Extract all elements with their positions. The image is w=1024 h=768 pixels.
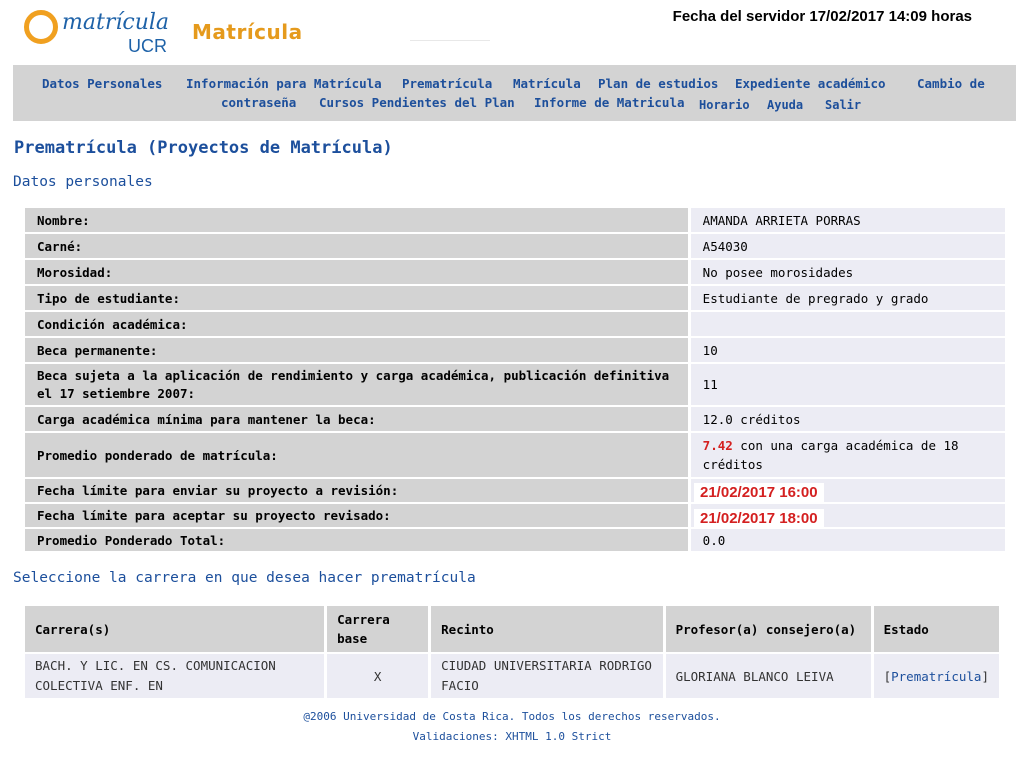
table-row	[25, 338, 1005, 362]
header-divider	[410, 40, 490, 41]
row-value	[688, 312, 1005, 336]
table-row	[25, 529, 1005, 551]
ucr-matricula-logo	[24, 6, 184, 58]
table-row	[25, 407, 1005, 431]
logo-text: matrícula	[62, 10, 170, 35]
col-recinto: Recinto	[431, 606, 662, 652]
nav-horario[interactable]: Horario	[699, 98, 750, 112]
page-title: Prematrícula (Proyectos de Matrícula)	[14, 138, 393, 158]
nav-datos-personales[interactable]: Datos Personales	[42, 76, 163, 91]
fecha-limite-aceptar: 21/02/2017 18:00	[694, 509, 824, 529]
app-title: Matrícula	[192, 20, 303, 44]
section-heading-career: Seleccione la carrera en que desea hacer prematrícula	[13, 570, 476, 586]
row-value: 10	[688, 338, 1005, 362]
estado-cell	[874, 654, 999, 698]
nav-expediente-academico[interactable]: Expediente académico	[735, 76, 886, 91]
nav-prematricula[interactable]: Prematrícula	[402, 76, 493, 91]
promedio-detail: con una carga académica de 18 créditos	[702, 438, 959, 472]
row-label: Fecha límite para aceptar su proyecto revisado:	[25, 504, 688, 527]
footer-copyright: @2006 Universidad de Costa Rica. Todos los derechos reservados.	[303, 710, 721, 723]
table-row	[25, 433, 1005, 477]
footer-validation: Validaciones: XHTML 1.0 Strict	[412, 730, 612, 743]
col-estado: Estado	[874, 606, 999, 652]
table-row	[25, 479, 1005, 502]
row-label: Carga académica mínima para mantener la beca:	[25, 407, 688, 431]
row-label: Promedio ponderado de matrícula:	[25, 433, 688, 477]
row-value: Estudiante de pregrado y grado	[688, 286, 1005, 310]
row-value	[688, 433, 1005, 477]
bracket-open: [	[883, 668, 892, 684]
table-row	[25, 234, 1005, 258]
row-value: 0.0	[688, 529, 1005, 551]
table-row	[25, 504, 1005, 527]
carrera-cell: BACH. Y LIC. EN CS. COMUNICACION COLECTIVA ENF. EN	[25, 654, 324, 698]
nav-cambio-contrasena[interactable]: Cambio de	[917, 76, 985, 91]
table-row	[25, 260, 1005, 284]
fecha-limite-envio: 21/02/2017 16:00	[694, 483, 824, 503]
row-label: Promedio Ponderado Total:	[25, 529, 688, 551]
col-carrera: Carrera(s)	[25, 606, 324, 652]
bracket-close: ]	[981, 668, 989, 684]
col-profesor: Profesor(a) consejero(a)	[666, 606, 871, 652]
prematricula-link[interactable]: Prematrícula	[891, 668, 982, 684]
logo-sub: UCR	[128, 36, 167, 56]
row-label: Carné:	[25, 234, 688, 258]
row-value: No posee morosidades	[688, 260, 1005, 284]
main-nav	[13, 65, 1016, 121]
carrera-base-cell: X	[327, 654, 428, 698]
nav-matricula[interactable]: Matrícula	[513, 76, 581, 91]
nav-plan-estudios[interactable]: Plan de estudios	[598, 76, 719, 91]
row-value: AMANDA ARRIETA PORRAS	[688, 208, 1005, 232]
row-value: A54030	[688, 234, 1005, 258]
row-label: Nombre:	[25, 208, 688, 232]
recinto-cell: CIUDAD UNIVERSITARIA RODRIGO FACIO	[431, 654, 662, 698]
server-date: Fecha del servidor 17/02/2017 14:09 horas	[672, 8, 972, 25]
nav-cambio-contrasena-line2[interactable]: contraseña	[221, 95, 297, 110]
promedio-value: 7.42	[702, 438, 733, 453]
logo-e-icon	[24, 10, 58, 44]
row-value: 12.0 créditos	[688, 407, 1005, 431]
nav-salir[interactable]: Salir	[825, 98, 862, 112]
career-table	[22, 604, 1002, 700]
table-row	[25, 312, 1005, 336]
col-carrera-base: Carrera base	[327, 606, 428, 652]
profesor-cell: GLORIANA BLANCO LEIVA	[666, 654, 871, 698]
table-row	[25, 364, 1005, 405]
row-label: Condición académica:	[25, 312, 688, 336]
table-row	[25, 654, 999, 698]
nav-informacion-matricula[interactable]: Información para Matrícula	[186, 76, 382, 91]
row-value: 11	[688, 364, 1005, 405]
nav-cursos-pendientes[interactable]: Cursos Pendientes del Plan	[319, 95, 515, 110]
personal-data-table	[25, 206, 1005, 553]
row-label: Fecha límite para enviar su proyecto a revisión:	[25, 479, 688, 502]
table-header-row	[25, 606, 999, 652]
row-label: Beca sujeta a la aplicación de rendimiento y carga académica, publicación definitiva el 17 setiembre 2007:	[25, 364, 688, 405]
nav-informe-matricula[interactable]: Informe de Matricula	[534, 95, 685, 110]
nav-ayuda[interactable]: Ayuda	[767, 98, 804, 112]
row-label: Morosidad:	[25, 260, 688, 284]
table-row	[25, 286, 1005, 310]
row-label: Tipo de estudiante:	[25, 286, 688, 310]
table-row	[25, 208, 1005, 232]
section-heading-personal: Datos personales	[13, 174, 153, 190]
row-label: Beca permanente:	[25, 338, 688, 362]
header	[0, 0, 1024, 62]
